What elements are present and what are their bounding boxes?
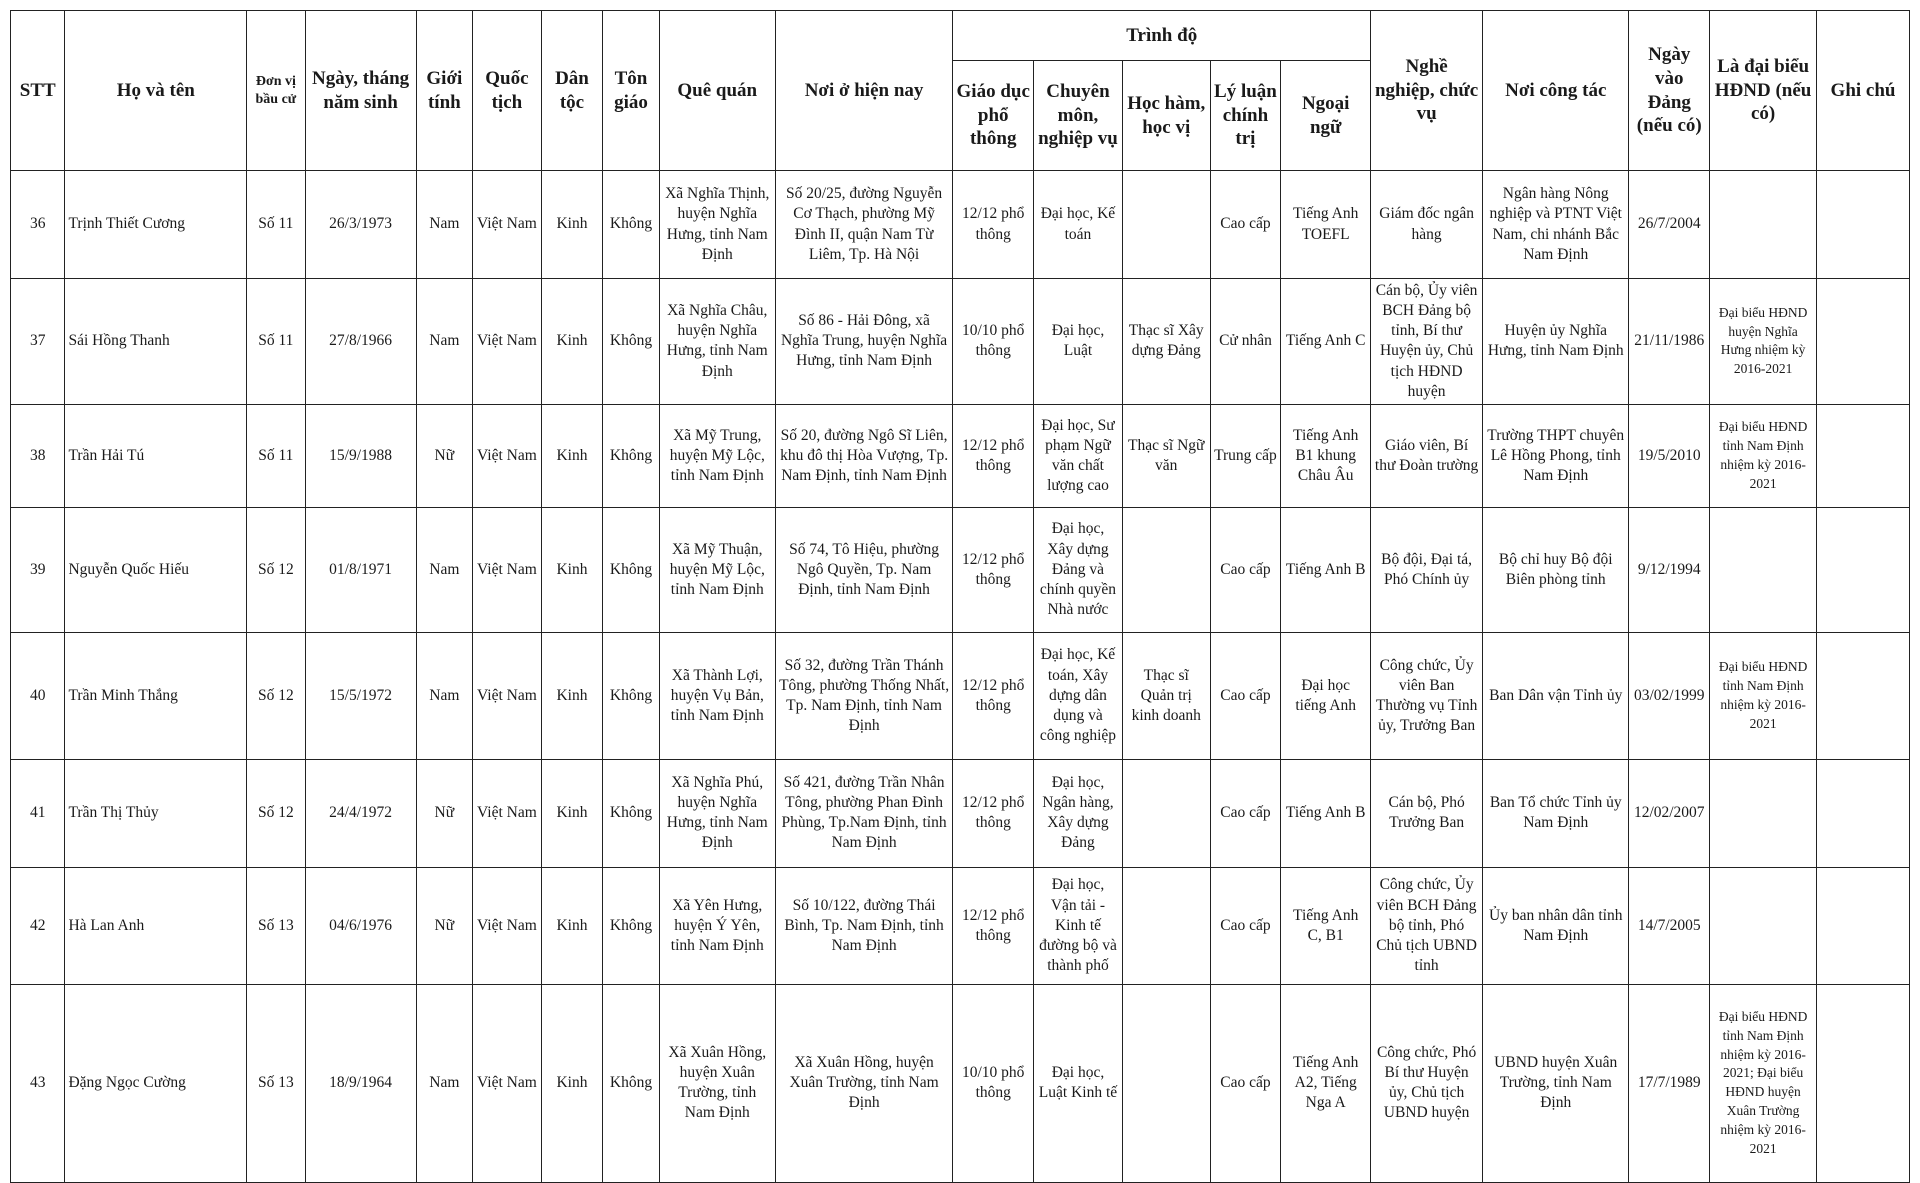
cell-ghi-chu <box>1817 632 1910 759</box>
cell-giao-duc: 12/12 phổ thông <box>953 867 1034 984</box>
cell-dai-bieu <box>1710 759 1817 867</box>
header-ly-luan: Lý luận chính trị <box>1210 61 1281 171</box>
cell-ngoai-ngu: Tiếng Anh TOEFL <box>1281 171 1371 279</box>
cell-ghi-chu <box>1817 507 1910 632</box>
cell-chuyen-mon: Đại học, Xây dựng Đảng và chính quyền Nhà nước <box>1034 507 1123 632</box>
cell-ly-luan: Trung cấp <box>1210 404 1281 507</box>
cell-nghe-nghiep: Bộ đội, Đại tá, Phó Chính ủy <box>1371 507 1483 632</box>
cell-que-quan: Xã Nghĩa Thịnh, huyện Nghĩa Hưng, tỉnh Nam Định <box>659 171 775 279</box>
cell-dai-bieu <box>1710 507 1817 632</box>
cell-chuyen-mon: Đại học, Ngân hàng, Xây dựng Đảng <box>1034 759 1123 867</box>
table-row <box>11 279 1910 405</box>
cell-ngoai-ngu: Tiếng Anh C <box>1281 279 1371 405</box>
cell-ngoai-ngu: Tiếng Anh A2, Tiếng Nga A <box>1281 984 1371 1182</box>
cell-giao-duc: 12/12 phổ thông <box>953 759 1034 867</box>
cell-hoc-ham: Thạc sĩ Xây dựng Đảng <box>1122 279 1210 405</box>
cell-ngay-sinh: 27/8/1966 <box>305 279 416 405</box>
cell-dai-bieu <box>1710 171 1817 279</box>
header-ngay-sinh: Ngày, tháng năm sinh <box>305 11 416 171</box>
cell-que-quan: Xã Thành Lợi, huyện Vụ Bản, tỉnh Nam Định <box>659 632 775 759</box>
cell-ho-ten: Trần Thị Thủy <box>65 759 247 867</box>
cell-ngay-vao-dang: 26/7/2004 <box>1629 171 1710 279</box>
cell-ngay-sinh: 15/9/1988 <box>305 404 416 507</box>
cell-noi-o: Số 10/122, đường Thái Bình, Tp. Nam Định, tỉnh Nam Định <box>775 867 953 984</box>
cell-ho-ten: Hà Lan Anh <box>65 867 247 984</box>
header-noi-o: Nơi ở hiện nay <box>775 11 953 171</box>
cell-gioi-tinh: Nam <box>416 632 473 759</box>
cell-noi-o: Số 32, đường Trần Thánh Tông, phường Thống Nhất, Tp. Nam Định, tỉnh Nam Định <box>775 632 953 759</box>
cell-ngay-vao-dang: 21/11/1986 <box>1629 279 1710 405</box>
cell-ngay-vao-dang: 12/02/2007 <box>1629 759 1710 867</box>
cell-ngay-sinh: 15/5/1972 <box>305 632 416 759</box>
cell-que-quan: Xã Yên Hưng, huyện Ý Yên, tỉnh Nam Định <box>659 867 775 984</box>
cell-dan-toc: Kinh <box>541 404 603 507</box>
cell-giao-duc: 12/12 phổ thông <box>953 632 1034 759</box>
cell-noi-cong-tac: Ngân hàng Nông nghiệp và PTNT Việt Nam, chi nhánh Bắc Nam Định <box>1483 171 1629 279</box>
cell-chuyen-mon: Đại học, Kế toán <box>1034 171 1123 279</box>
cell-gioi-tinh: Nữ <box>416 759 473 867</box>
cell-ghi-chu <box>1817 279 1910 405</box>
cell-nghe-nghiep: Cán bộ, Phó Trưởng Ban <box>1371 759 1483 867</box>
cell-ghi-chu <box>1817 867 1910 984</box>
cell-dan-toc: Kinh <box>541 632 603 759</box>
candidate-table <box>10 10 1910 1183</box>
cell-noi-cong-tac: UBND huyện Xuân Trường, tỉnh Nam Định <box>1483 984 1629 1182</box>
cell-ghi-chu <box>1817 171 1910 279</box>
cell-don-vi: Số 12 <box>247 507 306 632</box>
header-ngoai-ngu: Ngoại ngữ <box>1281 61 1371 171</box>
cell-ngay-sinh: 18/9/1964 <box>305 984 416 1182</box>
cell-ngay-vao-dang: 14/7/2005 <box>1629 867 1710 984</box>
cell-don-vi: Số 13 <box>247 867 306 984</box>
cell-ly-luan: Cao cấp <box>1210 632 1281 759</box>
table-row <box>11 171 1910 279</box>
cell-dai-bieu <box>1710 867 1817 984</box>
cell-don-vi: Số 13 <box>247 984 306 1182</box>
cell-gioi-tinh: Nam <box>416 507 473 632</box>
table-body <box>11 171 1910 1183</box>
cell-dan-toc: Kinh <box>541 171 603 279</box>
header-quoc-tich: Quốc tịch <box>473 11 542 171</box>
cell-ho-ten: Sái Hồng Thanh <box>65 279 247 405</box>
cell-giao-duc: 12/12 phổ thông <box>953 507 1034 632</box>
header-ngay-vao-dang: Ngày vào Đảng (nếu có) <box>1629 11 1710 171</box>
cell-nghe-nghiep: Công chức, Phó Bí thư Huyện ủy, Chủ tịch UBND huyện <box>1371 984 1483 1182</box>
cell-don-vi: Số 11 <box>247 279 306 405</box>
cell-ton-giao: Không <box>603 632 660 759</box>
cell-quoc-tich: Việt Nam <box>473 171 542 279</box>
cell-ho-ten: Đặng Ngọc Cường <box>65 984 247 1182</box>
header-hoc-ham: Học hàm, học vị <box>1122 61 1210 171</box>
cell-stt: 38 <box>11 404 65 507</box>
cell-noi-o: Số 20, đường Ngô Sĩ Liên, khu đô thị Hòa Vượng, Tp. Nam Định, tỉnh Nam Định <box>775 404 953 507</box>
cell-ghi-chu <box>1817 984 1910 1182</box>
cell-ton-giao: Không <box>603 279 660 405</box>
cell-ho-ten: Trịnh Thiết Cương <box>65 171 247 279</box>
cell-dai-bieu: Đại biểu HĐND tỉnh Nam Định nhiệm kỳ 2016-2021 <box>1710 404 1817 507</box>
header-trinh-do: Trình độ <box>953 11 1371 61</box>
cell-ngoai-ngu: Tiếng Anh B1 khung Châu Âu <box>1281 404 1371 507</box>
header-dan-toc: Dân tộc <box>541 11 603 171</box>
header-ghi-chu: Ghi chú <box>1817 11 1910 171</box>
cell-don-vi: Số 12 <box>247 759 306 867</box>
cell-ngay-vao-dang: 17/7/1989 <box>1629 984 1710 1182</box>
cell-ly-luan: Cao cấp <box>1210 507 1281 632</box>
cell-ton-giao: Không <box>603 984 660 1182</box>
table-row <box>11 759 1910 867</box>
cell-nghe-nghiep: Giáo viên, Bí thư Đoàn trường <box>1371 404 1483 507</box>
cell-ho-ten: Trần Minh Thắng <box>65 632 247 759</box>
cell-noi-cong-tac: Trường THPT chuyên Lê Hồng Phong, tỉnh Nam Định <box>1483 404 1629 507</box>
cell-gioi-tinh: Nữ <box>416 867 473 984</box>
cell-quoc-tich: Việt Nam <box>473 632 542 759</box>
cell-giao-duc: 10/10 phổ thông <box>953 984 1034 1182</box>
cell-ngay-vao-dang: 19/5/2010 <box>1629 404 1710 507</box>
cell-ngay-vao-dang: 9/12/1994 <box>1629 507 1710 632</box>
header-ton-giao: Tôn giáo <box>603 11 660 171</box>
cell-que-quan: Xã Mỹ Thuận, huyện Mỹ Lộc, tỉnh Nam Định <box>659 507 775 632</box>
cell-dai-bieu: Đại biểu HĐND huyện Nghĩa Hưng nhiệm kỳ 2016-2021 <box>1710 279 1817 405</box>
cell-dan-toc: Kinh <box>541 507 603 632</box>
cell-hoc-ham <box>1122 984 1210 1182</box>
cell-ly-luan: Cao cấp <box>1210 171 1281 279</box>
cell-giao-duc: 12/12 phổ thông <box>953 404 1034 507</box>
cell-ly-luan: Cao cấp <box>1210 759 1281 867</box>
cell-nghe-nghiep: Cán bộ, Ủy viên BCH Đảng bộ tỉnh, Bí thư Huyện ủy, Chủ tịch HĐND huyện <box>1371 279 1483 405</box>
header-dai-bieu: Là đại biểu HĐND (nếu có) <box>1710 11 1817 171</box>
header-gioi-tinh: Giới tính <box>416 11 473 171</box>
cell-hoc-ham <box>1122 867 1210 984</box>
table-row <box>11 984 1910 1182</box>
cell-que-quan: Xã Nghĩa Phú, huyện Nghĩa Hưng, tỉnh Nam Định <box>659 759 775 867</box>
cell-giao-duc: 10/10 phổ thông <box>953 279 1034 405</box>
cell-hoc-ham: Thạc sĩ Ngữ văn <box>1122 404 1210 507</box>
cell-ngay-sinh: 04/6/1976 <box>305 867 416 984</box>
cell-ton-giao: Không <box>603 404 660 507</box>
cell-ngoai-ngu: Tiếng Anh B <box>1281 759 1371 867</box>
cell-dai-bieu: Đại biểu HĐND tỉnh Nam Định nhiệm kỳ 2016-2021; Đại biểu HĐND huyện Xuân Trường nhiệm kỳ 2016-2021 <box>1710 984 1817 1182</box>
cell-stt: 41 <box>11 759 65 867</box>
cell-stt: 36 <box>11 171 65 279</box>
cell-hoc-ham <box>1122 171 1210 279</box>
header-nghe-nghiep: Nghề nghiệp, chức vụ <box>1371 11 1483 171</box>
cell-hoc-ham <box>1122 759 1210 867</box>
cell-ly-luan: Cao cấp <box>1210 984 1281 1182</box>
cell-noi-o: Số 74, Tô Hiệu, phường Ngô Quyền, Tp. Nam Định, tỉnh Nam Định <box>775 507 953 632</box>
cell-nghe-nghiep: Công chức, Ủy viên Ban Thường vụ Tỉnh ủy, Trưởng Ban <box>1371 632 1483 759</box>
cell-ghi-chu <box>1817 759 1910 867</box>
header-chuyen-mon: Chuyên môn, nghiệp vụ <box>1034 61 1123 171</box>
cell-ngoai-ngu: Tiếng Anh C, B1 <box>1281 867 1371 984</box>
cell-don-vi: Số 11 <box>247 404 306 507</box>
header-que-quan: Quê quán <box>659 11 775 171</box>
cell-dan-toc: Kinh <box>541 867 603 984</box>
table-row <box>11 507 1910 632</box>
cell-stt: 43 <box>11 984 65 1182</box>
cell-quoc-tich: Việt Nam <box>473 404 542 507</box>
cell-chuyen-mon: Đại học, Vận tải - Kinh tế đường bộ và thành phố <box>1034 867 1123 984</box>
cell-noi-cong-tac: Bộ chỉ huy Bộ đội Biên phòng tỉnh <box>1483 507 1629 632</box>
cell-quoc-tich: Việt Nam <box>473 507 542 632</box>
cell-noi-cong-tac: Ủy ban nhân dân tỉnh Nam Định <box>1483 867 1629 984</box>
cell-chuyen-mon: Đại học, Luật <box>1034 279 1123 405</box>
cell-ton-giao: Không <box>603 759 660 867</box>
cell-quoc-tich: Việt Nam <box>473 759 542 867</box>
cell-noi-o: Xã Xuân Hồng, huyện Xuân Trường, tỉnh Nam Định <box>775 984 953 1182</box>
header-don-vi: Đơn vị bầu cử <box>247 11 306 171</box>
cell-don-vi: Số 11 <box>247 171 306 279</box>
cell-dan-toc: Kinh <box>541 984 603 1182</box>
cell-stt: 42 <box>11 867 65 984</box>
cell-ghi-chu <box>1817 404 1910 507</box>
table-header <box>11 11 1910 171</box>
table-row <box>11 404 1910 507</box>
cell-quoc-tich: Việt Nam <box>473 867 542 984</box>
table-row <box>11 632 1910 759</box>
cell-que-quan: Xã Nghĩa Châu, huyện Nghĩa Hưng, tỉnh Nam Định <box>659 279 775 405</box>
cell-chuyen-mon: Đại học, Luật Kinh tế <box>1034 984 1123 1182</box>
cell-noi-o: Số 20/25, đường Nguyễn Cơ Thạch, phường Mỹ Đình II, quận Nam Từ Liêm, Tp. Hà Nội <box>775 171 953 279</box>
cell-chuyen-mon: Đại học, Kế toán, Xây dựng dân dụng và công nghiệp <box>1034 632 1123 759</box>
cell-noi-o: Số 421, đường Trần Nhân Tông, phường Phan Đình Phùng, Tp.Nam Định, tỉnh Nam Định <box>775 759 953 867</box>
cell-ngoai-ngu: Tiếng Anh B <box>1281 507 1371 632</box>
cell-don-vi: Số 12 <box>247 632 306 759</box>
cell-dai-bieu: Đại biểu HĐND tỉnh Nam Định nhiệm kỳ 2016-2021 <box>1710 632 1817 759</box>
header-stt: STT <box>11 11 65 171</box>
table-row <box>11 867 1910 984</box>
cell-ton-giao: Không <box>603 507 660 632</box>
cell-giao-duc: 12/12 phổ thông <box>953 171 1034 279</box>
cell-nghe-nghiep: Công chức, Ủy viên BCH Đảng bộ tỉnh, Phó Chủ tịch UBND tỉnh <box>1371 867 1483 984</box>
cell-noi-o: Số 86 - Hải Đông, xã Nghĩa Trung, huyện Nghĩa Hưng, tỉnh Nam Định <box>775 279 953 405</box>
cell-ho-ten: Nguyễn Quốc Hiếu <box>65 507 247 632</box>
cell-stt: 37 <box>11 279 65 405</box>
cell-ngay-sinh: 26/3/1973 <box>305 171 416 279</box>
cell-dan-toc: Kinh <box>541 759 603 867</box>
cell-noi-cong-tac: Ban Dân vận Tỉnh ủy <box>1483 632 1629 759</box>
header-giao-duc: Giáo dục phổ thông <box>953 61 1034 171</box>
cell-ly-luan: Cử nhân <box>1210 279 1281 405</box>
cell-noi-cong-tac: Huyện ủy Nghĩa Hưng, tỉnh Nam Định <box>1483 279 1629 405</box>
cell-chuyen-mon: Đại học, Sư phạm Ngữ văn chất lượng cao <box>1034 404 1123 507</box>
cell-ngay-vao-dang: 03/02/1999 <box>1629 632 1710 759</box>
cell-hoc-ham <box>1122 507 1210 632</box>
cell-ton-giao: Không <box>603 867 660 984</box>
cell-ly-luan: Cao cấp <box>1210 867 1281 984</box>
header-ho-ten: Họ và tên <box>65 11 247 171</box>
cell-ngay-sinh: 01/8/1971 <box>305 507 416 632</box>
cell-stt: 39 <box>11 507 65 632</box>
cell-ngay-sinh: 24/4/1972 <box>305 759 416 867</box>
cell-ton-giao: Không <box>603 171 660 279</box>
cell-gioi-tinh: Nữ <box>416 404 473 507</box>
cell-hoc-ham: Thạc sĩ Quản trị kinh doanh <box>1122 632 1210 759</box>
cell-dan-toc: Kinh <box>541 279 603 405</box>
cell-ngoai-ngu: Đại học tiếng Anh <box>1281 632 1371 759</box>
cell-gioi-tinh: Nam <box>416 279 473 405</box>
header-noi-cong-tac: Nơi công tác <box>1483 11 1629 171</box>
cell-quoc-tich: Việt Nam <box>473 984 542 1182</box>
cell-ho-ten: Trần Hải Tú <box>65 404 247 507</box>
cell-que-quan: Xã Mỹ Trung, huyện Mỹ Lộc, tỉnh Nam Định <box>659 404 775 507</box>
cell-que-quan: Xã Xuân Hồng, huyện Xuân Trường, tỉnh Nam Định <box>659 984 775 1182</box>
cell-stt: 40 <box>11 632 65 759</box>
cell-quoc-tich: Việt Nam <box>473 279 542 405</box>
cell-noi-cong-tac: Ban Tổ chức Tỉnh ủy Nam Định <box>1483 759 1629 867</box>
cell-gioi-tinh: Nam <box>416 984 473 1182</box>
cell-gioi-tinh: Nam <box>416 171 473 279</box>
cell-nghe-nghiep: Giám đốc ngân hàng <box>1371 171 1483 279</box>
